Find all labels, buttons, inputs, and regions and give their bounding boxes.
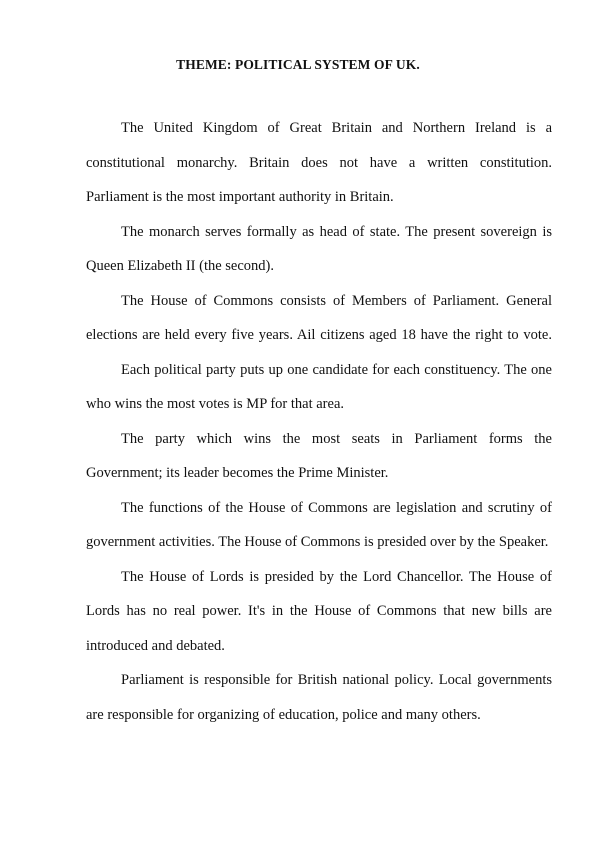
- paragraph-political-party: Each political party puts up one candidate for each constituency. The one who wins the most votes is MP for that area.: [86, 361, 552, 412]
- paragraph-parliament-policy: Parliament is responsible for British national policy. Local governments are responsible for organizing of education, police and many others.: [86, 672, 552, 723]
- paragraph-house-of-lords: The House of Lords is presided by the Lord Chancellor. The House of Lords has no real power. It's in the House of Commons that new bills are introduced and debated.: [86, 568, 552, 654]
- paragraph-house-of-commons: The House of Commons consists of Members of Parliament. General elections are held every five years. Ail citizens aged 18 have the right to vote.: [86, 292, 552, 343]
- paragraph-government: The party which wins the most seats in Parliament forms the Government; its leader becomes the Prime Minister.: [86, 430, 552, 481]
- paragraph-monarch: The monarch serves formally as head of state. The present sovereign is Queen Elizabeth II (the second).: [86, 223, 552, 274]
- document-body: [86, 111, 552, 732]
- paragraph-commons-functions: The functions of the House of Commons are legislation and scrutiny of government activities. The House of Commons is presided over by the Speaker.: [86, 499, 552, 550]
- paragraph-uk-constitution: The United Kingdom of Great Britain and Northern Ireland is a constitutional monarchy. Britain does not have a written constitution. Parliament is the most important authority in Britain.: [86, 120, 552, 205]
- document-title: THEME: POLITICAL SYSTEM OF UK.: [176, 57, 420, 72]
